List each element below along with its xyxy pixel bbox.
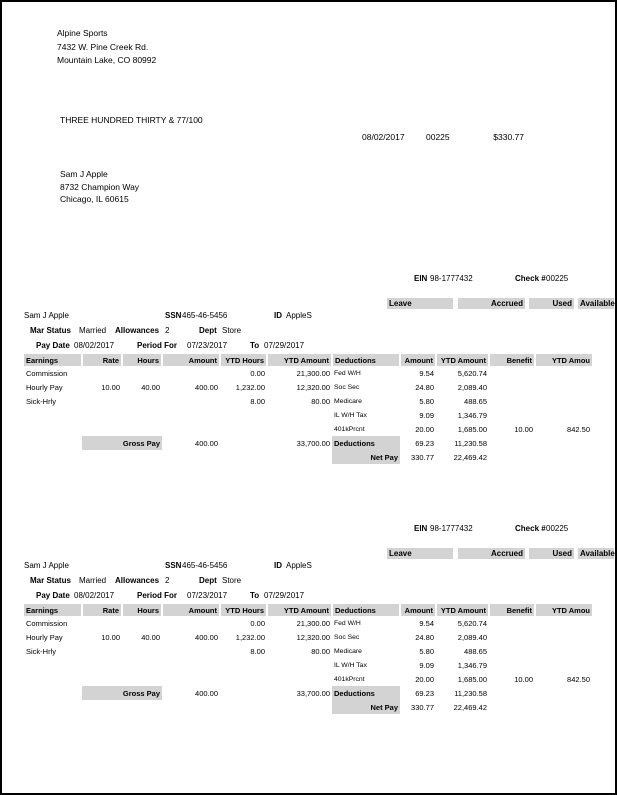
id-label: ID xyxy=(274,311,282,320)
deductions-total-label: Deductions xyxy=(332,436,400,450)
deductions-total-amount: 69.23 xyxy=(415,688,434,698)
leave-header: Leave xyxy=(387,548,453,559)
header-deductions: Deductions xyxy=(332,354,400,366)
net-pay-ytd: 22,469.42 xyxy=(453,702,487,712)
gross-pay-row xyxy=(24,436,592,450)
cell-amount: 400.00 xyxy=(195,382,218,392)
company-address-line1: 7432 W. Pine Creek Rd. xyxy=(57,41,149,52)
pay-table xyxy=(24,354,592,464)
net-pay-row xyxy=(24,700,592,714)
cell-amount xyxy=(162,394,220,408)
cell-hours xyxy=(122,366,162,380)
header-ytd-amount: YTD Amount xyxy=(267,354,332,366)
cell-ded-amount: 20.00 xyxy=(415,674,434,684)
company-address-block xyxy=(57,27,156,68)
header-amount: Amount xyxy=(162,604,220,616)
header-ded-ytd-amount: YTD Amount xyxy=(436,354,489,366)
to-label: To xyxy=(250,591,260,600)
company-address-line2: Mountain Lake, CO 80992 xyxy=(57,55,157,65)
empty-cell xyxy=(24,686,82,700)
pay-period-row xyxy=(2,341,617,353)
check-date: 08/02/2017 xyxy=(362,132,405,142)
cell-amount xyxy=(162,616,220,630)
gross-pay-label: Gross Pay xyxy=(82,436,162,450)
cell-ded-amount: 9.09 xyxy=(419,410,434,420)
cell-benefit xyxy=(489,394,535,408)
header-ytd-hours: YTD Hours xyxy=(220,604,267,616)
header-benefit: Benefit xyxy=(489,604,535,616)
mar-status-label: Mar Status xyxy=(30,576,71,585)
check-number-label: Check # xyxy=(515,524,546,533)
cell-benefit-ytd xyxy=(535,408,592,422)
check-number-value: 00225 xyxy=(546,274,569,283)
empty-cell xyxy=(535,450,592,464)
cell-benefit xyxy=(489,366,535,380)
cell-rate xyxy=(82,366,122,380)
header-ded-amount: Amount xyxy=(400,354,436,366)
cell-amount xyxy=(162,366,220,380)
gross-pay-ytd: 33,700.00 xyxy=(296,438,330,448)
gross-pay-label: Gross Pay xyxy=(82,686,162,700)
header-amount: Amount xyxy=(162,354,220,366)
cell-earning: Sick-Hrly xyxy=(26,396,56,406)
table-row xyxy=(24,380,592,394)
empty-cell xyxy=(24,436,82,450)
allowances-value: 2 xyxy=(165,326,170,335)
table-row xyxy=(24,366,592,380)
cell-benefit xyxy=(489,644,535,658)
status-row xyxy=(2,576,617,588)
employee-id-row xyxy=(2,561,617,573)
cell-earning xyxy=(24,672,82,686)
deductions-total-amount: 69.23 xyxy=(415,438,434,448)
empty-cell xyxy=(535,436,592,450)
header-hours: Hours xyxy=(122,354,162,366)
cell-rate xyxy=(82,672,122,686)
cell-ytd-hours xyxy=(220,672,267,686)
pay-table-header-row xyxy=(24,354,592,366)
cell-ded-amount: 24.80 xyxy=(415,632,434,642)
cell-rate: 10.00 xyxy=(101,382,120,392)
cell-earning xyxy=(24,408,82,422)
cell-benefit-ytd xyxy=(535,394,592,408)
table-row xyxy=(24,422,592,436)
gross-pay-amount: 400.00 xyxy=(195,688,218,698)
check-amount-words: THREE HUNDRED THIRTY & 77/100 xyxy=(60,115,203,125)
check-number-label: Check # xyxy=(515,274,546,283)
pay-date-label: Pay Date xyxy=(36,341,70,350)
allowances-label: Allowances xyxy=(115,326,160,335)
cell-ded-amount: 9.54 xyxy=(419,368,434,378)
cell-earning xyxy=(24,658,82,672)
available-header: Available xyxy=(580,549,615,558)
cell-benefit-ytd: 842.50 xyxy=(567,674,590,684)
empty-cell xyxy=(24,700,332,714)
pay-table xyxy=(24,604,592,714)
employee-id-row xyxy=(2,311,617,323)
cell-amount xyxy=(162,658,220,672)
cell-amount xyxy=(162,422,220,436)
status-row xyxy=(2,326,617,338)
cell-benefit xyxy=(489,408,535,422)
pay-table-header-row xyxy=(24,604,592,616)
header-rate: Rate xyxy=(82,354,122,366)
ssn-value: 465-46-5456 xyxy=(182,311,228,320)
header-hours: Hours xyxy=(122,604,162,616)
cell-deduction: 401kPrcnt xyxy=(334,675,365,683)
cell-ytd-amount: 80.00 xyxy=(311,396,330,406)
period-for-label: Period For xyxy=(137,341,178,350)
gross-pay-ytd: 33,700.00 xyxy=(296,688,330,698)
empty-cell xyxy=(489,686,535,700)
cell-hours xyxy=(122,422,162,436)
header-rate: Rate xyxy=(82,604,122,616)
cell-deduction: Soc Sec xyxy=(334,383,360,391)
cell-benefit xyxy=(489,658,535,672)
cell-rate xyxy=(82,422,122,436)
cell-hours xyxy=(122,408,162,422)
cell-hours: 40.00 xyxy=(141,382,160,392)
cell-amount xyxy=(162,672,220,686)
payee-address-line2: Chicago, IL 60615 xyxy=(60,194,129,205)
cell-benefit: 10.00 xyxy=(514,674,533,684)
available-header: Available xyxy=(580,299,615,308)
cell-hours xyxy=(122,672,162,686)
dept-value: Store xyxy=(222,576,242,585)
pay-stub-1 xyxy=(2,274,617,474)
id-value: AppleS xyxy=(286,311,312,320)
pay-stub-2 xyxy=(2,524,617,724)
cell-ded-ytd: 1,346.79 xyxy=(457,660,487,670)
cell-earning: Hourly Pay xyxy=(26,632,63,642)
cell-benefit-ytd xyxy=(535,630,592,644)
cell-ded-ytd: 1,346.79 xyxy=(457,410,487,420)
pay-period-row xyxy=(2,591,617,603)
cell-ytd-hours: 1,232.00 xyxy=(235,382,265,392)
dept-label: Dept xyxy=(199,576,217,585)
cell-earning: Sick-Hrly xyxy=(26,646,56,656)
cell-benefit-ytd: 842.50 xyxy=(567,424,590,434)
cell-benefit-ytd xyxy=(535,616,592,630)
period-end-value: 07/29/2017 xyxy=(264,591,305,600)
header-ytd-amount: YTD Amount xyxy=(267,604,332,616)
cell-ytd-amount: 80.00 xyxy=(311,646,330,656)
cell-deduction: Fed W/H xyxy=(334,619,361,627)
payee-address-block xyxy=(60,168,139,206)
net-pay-row xyxy=(24,450,592,464)
payee-name: Sam J Apple xyxy=(60,169,108,179)
cell-deduction: IL W/H Tax xyxy=(334,661,367,669)
cell-rate xyxy=(82,658,122,672)
empty-cell xyxy=(535,700,592,714)
id-value: AppleS xyxy=(286,561,312,570)
cell-earning: Commission xyxy=(26,618,68,628)
cell-ytd-amount: 12,320.00 xyxy=(296,632,330,642)
cell-ytd-hours: 0.00 xyxy=(250,618,265,628)
allowances-label: Allowances xyxy=(115,576,160,585)
cell-amount: 400.00 xyxy=(195,632,218,642)
cell-deduction: Soc Sec xyxy=(334,633,360,641)
cell-deduction: 401kPrcnt xyxy=(334,425,365,433)
pay-date-value: 08/02/2017 xyxy=(74,341,115,350)
gross-pay-row xyxy=(24,686,592,700)
cell-hours xyxy=(122,658,162,672)
cell-benefit-ytd xyxy=(535,380,592,394)
cell-earning: Commission xyxy=(26,368,68,378)
cell-ded-ytd: 488.65 xyxy=(464,396,487,406)
ssn-value: 465-46-5456 xyxy=(182,561,228,570)
net-pay-ytd: 22,469.42 xyxy=(453,452,487,462)
empty-cell xyxy=(535,686,592,700)
employee-name: Sam J Apple xyxy=(24,311,69,320)
header-benefit: Benefit xyxy=(489,354,535,366)
cell-ytd-hours: 0.00 xyxy=(250,368,265,378)
cell-rate xyxy=(82,644,122,658)
cell-ytd-hours: 8.00 xyxy=(250,646,265,656)
cell-ded-ytd: 5,620.74 xyxy=(457,618,487,628)
header-earnings: Earnings xyxy=(24,354,82,366)
cell-ded-ytd: 2,089.40 xyxy=(457,632,487,642)
cell-ytd-hours xyxy=(220,422,267,436)
cell-ded-amount: 20.00 xyxy=(415,424,434,434)
mar-status-value: Married xyxy=(79,326,107,335)
period-start-value: 07/23/2017 xyxy=(187,591,228,600)
table-row xyxy=(24,408,592,422)
deductions-total-ytd: 11,230.58 xyxy=(454,688,487,698)
company-name: Alpine Sports xyxy=(57,28,108,38)
cell-ytd-hours xyxy=(220,408,267,422)
header-earnings: Earnings xyxy=(24,604,82,616)
cell-ytd-hours xyxy=(220,658,267,672)
cell-ytd-amount xyxy=(267,408,332,422)
check-info-row xyxy=(2,132,617,144)
cell-benefit xyxy=(489,616,535,630)
header-deductions: Deductions xyxy=(332,604,400,616)
cell-hours xyxy=(122,644,162,658)
period-start-value: 07/23/2017 xyxy=(187,341,228,350)
ein-value: 98-1777432 xyxy=(430,274,473,283)
header-benefit-ytd: YTD Amou xyxy=(535,354,592,366)
cell-earning: Hourly Pay xyxy=(26,382,63,392)
deductions-total-label: Deductions xyxy=(332,686,400,700)
check-number-value: 00225 xyxy=(546,524,569,533)
check-number: 00225 xyxy=(426,132,450,142)
mar-status-value: Married xyxy=(79,576,107,585)
net-pay-amount: 330.77 xyxy=(411,452,434,462)
cell-earning xyxy=(24,422,82,436)
ssn-label: SSN xyxy=(165,311,182,320)
empty-cell xyxy=(489,436,535,450)
ein-value: 98-1777432 xyxy=(430,524,473,533)
cell-deduction: Medicare xyxy=(334,647,362,655)
cell-ytd-amount: 21,300.00 xyxy=(296,618,330,628)
net-pay-label: Net Pay xyxy=(332,700,400,714)
ein-label: EIN xyxy=(414,524,428,533)
cell-amount xyxy=(162,408,220,422)
cell-ytd-hours: 8.00 xyxy=(250,396,265,406)
cell-rate: 10.00 xyxy=(101,632,120,642)
cell-rate xyxy=(82,394,122,408)
cell-benefit xyxy=(489,630,535,644)
cell-amount xyxy=(162,644,220,658)
pay-date-label: Pay Date xyxy=(36,591,70,600)
cell-deduction: IL W/H Tax xyxy=(334,411,367,419)
cell-ded-ytd: 1,685.00 xyxy=(457,424,487,434)
cell-benefit-ytd xyxy=(535,658,592,672)
id-label: ID xyxy=(274,561,282,570)
cell-ytd-amount xyxy=(267,672,332,686)
allowances-value: 2 xyxy=(165,576,170,585)
used-header: Used xyxy=(529,298,574,309)
table-row xyxy=(24,616,592,630)
to-label: To xyxy=(250,341,260,350)
mar-status-label: Mar Status xyxy=(30,326,71,335)
cell-hours xyxy=(122,616,162,630)
net-pay-label: Net Pay xyxy=(332,450,400,464)
table-row xyxy=(24,644,592,658)
cell-ytd-amount xyxy=(267,658,332,672)
cell-deduction: Fed W/H xyxy=(334,369,361,377)
check-amount: $330.77 xyxy=(493,132,524,142)
cell-ded-amount: 9.09 xyxy=(419,660,434,670)
used-header: Used xyxy=(529,548,574,559)
cell-ded-ytd: 488.65 xyxy=(464,646,487,656)
dept-value: Store xyxy=(222,326,242,335)
cell-ded-amount: 24.80 xyxy=(415,382,434,392)
ein-row xyxy=(2,274,617,286)
cell-ded-ytd: 2,089.40 xyxy=(457,382,487,392)
cell-rate xyxy=(82,616,122,630)
cell-ded-amount: 5.80 xyxy=(419,646,434,656)
cell-ded-amount: 5.80 xyxy=(419,396,434,406)
cell-benefit-ytd xyxy=(535,366,592,380)
net-pay-amount: 330.77 xyxy=(411,702,434,712)
table-row xyxy=(24,630,592,644)
cell-ytd-amount: 12,320.00 xyxy=(296,382,330,392)
ein-label: EIN xyxy=(414,274,428,283)
empty-cell xyxy=(220,436,267,450)
cell-deduction: Medicare xyxy=(334,397,362,405)
table-row xyxy=(24,394,592,408)
empty-cell xyxy=(489,450,535,464)
deductions-total-ytd: 11,230.58 xyxy=(454,438,487,448)
cell-ytd-amount: 21,300.00 xyxy=(296,368,330,378)
cell-benefit-ytd xyxy=(535,644,592,658)
cell-ytd-hours: 1,232.00 xyxy=(235,632,265,642)
pay-date-value: 08/02/2017 xyxy=(74,591,115,600)
cell-ded-ytd: 5,620.74 xyxy=(457,368,487,378)
header-ytd-hours: YTD Hours xyxy=(220,354,267,366)
ein-row xyxy=(2,524,617,536)
cell-hours: 40.00 xyxy=(141,632,160,642)
empty-cell xyxy=(489,700,535,714)
gross-pay-amount: 400.00 xyxy=(195,438,218,448)
empty-cell xyxy=(220,686,267,700)
payee-address-line1: 8732 Champion Way xyxy=(60,181,140,192)
header-ded-ytd-amount: YTD Amount xyxy=(436,604,489,616)
cell-ytd-amount xyxy=(267,422,332,436)
accrued-header: Accrued xyxy=(458,548,525,559)
cell-rate xyxy=(82,408,122,422)
table-row xyxy=(24,672,592,686)
cell-ded-ytd: 1,685.00 xyxy=(457,674,487,684)
header-benefit-ytd: YTD Amou xyxy=(535,604,592,616)
period-for-label: Period For xyxy=(137,591,178,600)
table-row xyxy=(24,658,592,672)
employee-name: Sam J Apple xyxy=(24,561,69,570)
cell-benefit xyxy=(489,380,535,394)
leave-header: Leave xyxy=(387,298,453,309)
ssn-label: SSN xyxy=(165,561,182,570)
dept-label: Dept xyxy=(199,326,217,335)
cell-ded-amount: 9.54 xyxy=(419,618,434,628)
period-end-value: 07/29/2017 xyxy=(264,341,305,350)
cell-hours xyxy=(122,394,162,408)
header-ded-amount: Amount xyxy=(400,604,436,616)
accrued-header: Accrued xyxy=(458,298,525,309)
empty-cell xyxy=(24,450,332,464)
cell-benefit: 10.00 xyxy=(514,424,533,434)
